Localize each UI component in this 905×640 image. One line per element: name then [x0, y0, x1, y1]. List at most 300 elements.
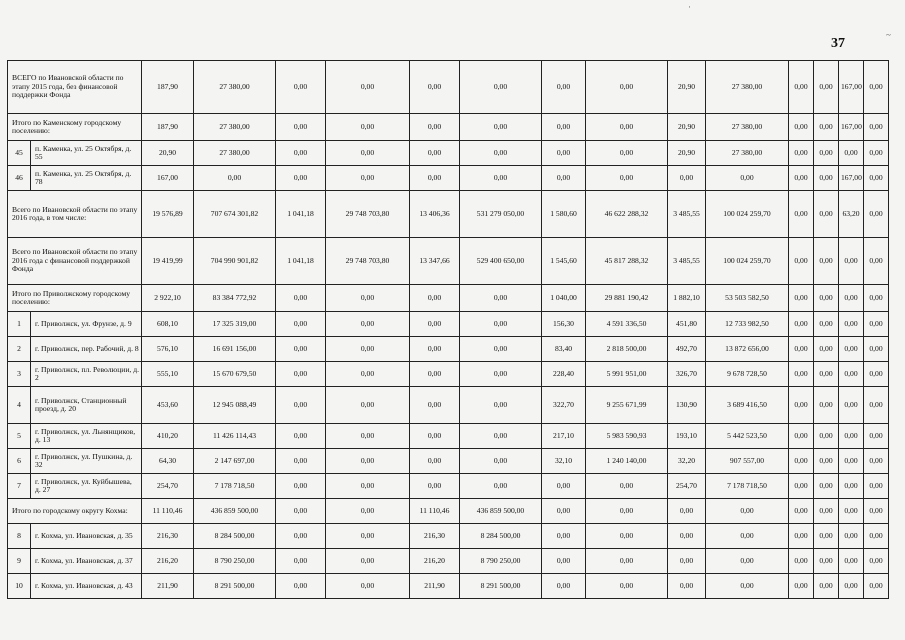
value-cell: 451,80 [668, 312, 706, 337]
scan-mark: ~ [886, 30, 891, 40]
row-number: 10 [8, 574, 31, 599]
value-cell: 0,00 [789, 574, 814, 599]
value-cell: 0,00 [864, 424, 889, 449]
value-cell: 0,00 [789, 449, 814, 474]
value-cell: 0,00 [460, 424, 542, 449]
value-cell: 0,00 [460, 141, 542, 166]
value-cell: 20,90 [668, 114, 706, 141]
value-cell: 0,00 [326, 312, 410, 337]
value-cell: 0,00 [864, 574, 889, 599]
value-cell: 0,00 [864, 238, 889, 285]
total-row [8, 285, 889, 312]
value-cell: 0,00 [789, 191, 814, 238]
value-cell: 0,00 [460, 61, 542, 114]
value-cell: 0,00 [276, 141, 326, 166]
value-cell: 608,10 [142, 312, 194, 337]
row-address: г. Приволжск, ул. Пушкина, д. 32 [31, 449, 142, 474]
value-cell: 0,00 [864, 499, 889, 524]
value-cell: 0,00 [410, 449, 460, 474]
value-cell: 1 545,60 [542, 238, 586, 285]
value-cell: 0,00 [789, 474, 814, 499]
row-number: 3 [8, 362, 31, 387]
value-cell: 2 147 697,00 [194, 449, 276, 474]
row-number: 9 [8, 549, 31, 574]
value-cell: 0,00 [410, 362, 460, 387]
value-cell: 0,00 [326, 362, 410, 387]
table-row [8, 524, 889, 549]
value-cell: 0,00 [814, 312, 839, 337]
value-cell: 0,00 [326, 574, 410, 599]
value-cell: 11 110,46 [410, 499, 460, 524]
value-cell: 0,00 [864, 524, 889, 549]
value-cell: 410,20 [142, 424, 194, 449]
value-cell: 83,40 [542, 337, 586, 362]
value-cell: 0,00 [410, 424, 460, 449]
value-cell: 0,00 [410, 312, 460, 337]
value-cell: 0,00 [839, 312, 864, 337]
value-cell: 0,00 [410, 141, 460, 166]
value-cell: 0,00 [864, 166, 889, 191]
value-cell: 0,00 [460, 474, 542, 499]
value-cell: 0,00 [839, 424, 864, 449]
value-cell: 8 790 250,00 [194, 549, 276, 574]
row-number: 45 [8, 141, 31, 166]
table-row [8, 574, 889, 599]
value-cell: 907 557,00 [706, 449, 789, 474]
value-cell: 7 178 718,50 [194, 474, 276, 499]
value-cell: 0,00 [326, 166, 410, 191]
value-cell: 13 406,36 [410, 191, 460, 238]
value-cell: 0,00 [864, 549, 889, 574]
value-cell: 0,00 [542, 114, 586, 141]
value-cell: 0,00 [460, 362, 542, 387]
value-cell: 0,00 [789, 114, 814, 141]
row-address: г. Приволжск, пл. Революции, д. 2 [31, 362, 142, 387]
value-cell: 0,00 [586, 141, 668, 166]
value-cell: 0,00 [864, 141, 889, 166]
value-cell: 0,00 [542, 166, 586, 191]
value-cell: 436 859 500,00 [194, 499, 276, 524]
value-cell: 0,00 [789, 549, 814, 574]
value-cell: 0,00 [789, 362, 814, 387]
row-number: 46 [8, 166, 31, 191]
row-number: 5 [8, 424, 31, 449]
table-row [8, 549, 889, 574]
value-cell: 0,00 [789, 238, 814, 285]
value-cell: 0,00 [839, 499, 864, 524]
value-cell: 0,00 [586, 166, 668, 191]
table-row [8, 449, 889, 474]
value-cell: 0,00 [706, 166, 789, 191]
value-cell: 1 882,10 [668, 285, 706, 312]
value-cell: 211,90 [142, 574, 194, 599]
value-cell: 0,00 [326, 499, 410, 524]
value-cell: 0,00 [839, 474, 864, 499]
value-cell: 8 284 500,00 [460, 524, 542, 549]
value-cell: 707 674 301,82 [194, 191, 276, 238]
value-cell: 13 347,66 [410, 238, 460, 285]
value-cell: 0,00 [706, 574, 789, 599]
value-cell: 216,20 [142, 549, 194, 574]
value-cell: 16 691 156,00 [194, 337, 276, 362]
value-cell: 8 284 500,00 [194, 524, 276, 549]
value-cell: 1 041,18 [276, 191, 326, 238]
value-cell: 3 485,55 [668, 238, 706, 285]
row-address: г. Приволжск, Станционный проезд, д. 20 [31, 387, 142, 424]
value-cell: 0,00 [460, 337, 542, 362]
value-cell: 0,00 [789, 499, 814, 524]
value-cell: 27 380,00 [706, 114, 789, 141]
value-cell: 0,00 [326, 524, 410, 549]
table-row [8, 312, 889, 337]
value-cell: 0,00 [326, 114, 410, 141]
row-address: г. Приволжск, ул. Фрунзе, д. 9 [31, 312, 142, 337]
row-number: 8 [8, 524, 31, 549]
value-cell: 217,10 [542, 424, 586, 449]
value-cell: 1 580,60 [542, 191, 586, 238]
value-cell: 0,00 [789, 387, 814, 424]
value-cell: 0,00 [839, 549, 864, 574]
value-cell: 254,70 [668, 474, 706, 499]
value-cell: 211,90 [410, 574, 460, 599]
value-cell: 13 872 656,00 [706, 337, 789, 362]
value-cell: 11 426 114,43 [194, 424, 276, 449]
value-cell: 5 983 590,93 [586, 424, 668, 449]
value-cell: 0,00 [864, 285, 889, 312]
value-cell: 0,00 [839, 362, 864, 387]
value-cell: 19 419,99 [142, 238, 194, 285]
value-cell: 15 670 679,50 [194, 362, 276, 387]
value-cell: 187,90 [142, 61, 194, 114]
value-cell: 0,00 [864, 312, 889, 337]
row-address: г. Приволжск, ул. Льнянщиков, д. 13 [31, 424, 142, 449]
value-cell: 27 380,00 [706, 61, 789, 114]
scan-mark: · [688, 2, 691, 12]
value-cell: 0,00 [814, 499, 839, 524]
value-cell: 0,00 [839, 524, 864, 549]
value-cell: 12 733 982,50 [706, 312, 789, 337]
row-number: 6 [8, 449, 31, 474]
value-cell: 0,00 [814, 524, 839, 549]
value-cell: 0,00 [789, 424, 814, 449]
value-cell: 0,00 [586, 499, 668, 524]
value-cell: 0,00 [789, 166, 814, 191]
total-row [8, 191, 889, 238]
value-cell: 529 400 650,00 [460, 238, 542, 285]
row-address: п. Каменка, ул. 25 Октября, д. 55 [31, 141, 142, 166]
value-cell: 167,00 [839, 166, 864, 191]
value-cell: 20,90 [668, 61, 706, 114]
total-row [8, 499, 889, 524]
value-cell: 8 291 500,00 [460, 574, 542, 599]
value-cell: 555,10 [142, 362, 194, 387]
value-cell: 0,00 [814, 238, 839, 285]
value-cell: 326,70 [668, 362, 706, 387]
row-label: Итого по Каменскому городскому поселению: [8, 114, 142, 141]
value-cell: 0,00 [586, 114, 668, 141]
value-cell: 0,00 [326, 424, 410, 449]
value-cell: 0,00 [542, 524, 586, 549]
total-row [8, 114, 889, 141]
value-cell: 2 922,10 [142, 285, 194, 312]
value-cell: 0,00 [276, 499, 326, 524]
value-cell: 0,00 [460, 449, 542, 474]
value-cell: 322,70 [542, 387, 586, 424]
value-cell: 4 591 336,50 [586, 312, 668, 337]
value-cell: 0,00 [326, 474, 410, 499]
value-cell: 0,00 [814, 166, 839, 191]
row-number: 2 [8, 337, 31, 362]
value-cell: 0,00 [814, 141, 839, 166]
value-cell: 17 325 319,00 [194, 312, 276, 337]
row-number: 4 [8, 387, 31, 424]
value-cell: 0,00 [814, 114, 839, 141]
value-cell: 0,00 [460, 285, 542, 312]
value-cell: 0,00 [839, 337, 864, 362]
table-row [8, 337, 889, 362]
value-cell: 5 442 523,50 [706, 424, 789, 449]
value-cell: 9 678 728,50 [706, 362, 789, 387]
value-cell: 0,00 [814, 424, 839, 449]
value-cell: 0,00 [276, 524, 326, 549]
row-address: г. Кохма, ул. Ивановская, д. 35 [31, 524, 142, 549]
value-cell: 5 991 951,00 [586, 362, 668, 387]
value-cell: 0,00 [410, 114, 460, 141]
value-cell: 0,00 [586, 549, 668, 574]
value-cell: 0,00 [276, 549, 326, 574]
value-cell: 0,00 [839, 574, 864, 599]
value-cell: 1 041,18 [276, 238, 326, 285]
value-cell: 20,90 [142, 141, 194, 166]
value-cell: 0,00 [814, 449, 839, 474]
total-row [8, 61, 889, 114]
value-cell: 0,00 [276, 474, 326, 499]
value-cell: 27 380,00 [706, 141, 789, 166]
value-cell: 436 859 500,00 [460, 499, 542, 524]
row-label: Всего по Ивановской области по этапу 2016 года с финансовой поддержкой Фонда [8, 238, 142, 285]
value-cell: 0,00 [864, 61, 889, 114]
value-cell: 7 178 718,50 [706, 474, 789, 499]
row-label: ВСЕГО по Ивановской области по этапу 2015 года, без финансовой поддержки Фонда [8, 61, 142, 114]
value-cell: 0,00 [542, 61, 586, 114]
value-cell: 0,00 [839, 141, 864, 166]
table-row [8, 362, 889, 387]
value-cell: 29 881 190,42 [586, 285, 668, 312]
value-cell: 32,20 [668, 449, 706, 474]
value-cell: 0,00 [276, 312, 326, 337]
value-cell: 0,00 [586, 524, 668, 549]
value-cell: 0,00 [864, 114, 889, 141]
value-cell: 0,00 [839, 387, 864, 424]
value-cell: 100 024 259,70 [706, 238, 789, 285]
value-cell: 156,30 [542, 312, 586, 337]
value-cell: 0,00 [326, 387, 410, 424]
row-label: Итого по городскому округу Кохма: [8, 499, 142, 524]
value-cell: 0,00 [839, 285, 864, 312]
value-cell: 167,00 [142, 166, 194, 191]
table-row [8, 424, 889, 449]
value-cell: 0,00 [586, 61, 668, 114]
value-cell: 0,00 [706, 499, 789, 524]
row-address: г. Приволжск, ул. Куйбышева, д. 27 [31, 474, 142, 499]
value-cell: 0,00 [789, 141, 814, 166]
value-cell: 45 817 288,32 [586, 238, 668, 285]
value-cell: 492,70 [668, 337, 706, 362]
value-cell: 0,00 [276, 449, 326, 474]
value-cell: 0,00 [668, 166, 706, 191]
value-cell: 0,00 [326, 337, 410, 362]
value-cell: 0,00 [460, 114, 542, 141]
value-cell: 0,00 [814, 61, 839, 114]
value-cell: 0,00 [410, 387, 460, 424]
value-cell: 0,00 [410, 285, 460, 312]
value-cell: 0,00 [814, 574, 839, 599]
value-cell: 0,00 [276, 114, 326, 141]
value-cell: 0,00 [814, 337, 839, 362]
value-cell: 0,00 [668, 574, 706, 599]
value-cell: 0,00 [276, 166, 326, 191]
value-cell: 29 748 703,80 [326, 238, 410, 285]
value-cell: 0,00 [789, 312, 814, 337]
value-cell: 167,00 [839, 61, 864, 114]
value-cell: 0,00 [460, 387, 542, 424]
value-cell: 0,00 [839, 449, 864, 474]
value-cell: 704 990 901,82 [194, 238, 276, 285]
value-cell: 46 622 288,32 [586, 191, 668, 238]
value-cell: 0,00 [326, 61, 410, 114]
value-cell: 100 024 259,70 [706, 191, 789, 238]
value-cell: 0,00 [410, 166, 460, 191]
value-cell: 27 380,00 [194, 114, 276, 141]
value-cell: 254,70 [142, 474, 194, 499]
value-cell: 0,00 [668, 549, 706, 574]
value-cell: 187,90 [142, 114, 194, 141]
value-cell: 0,00 [326, 449, 410, 474]
value-cell: 576,10 [142, 337, 194, 362]
value-cell: 0,00 [276, 61, 326, 114]
value-cell: 0,00 [864, 449, 889, 474]
value-cell: 0,00 [276, 424, 326, 449]
value-cell: 0,00 [789, 61, 814, 114]
value-cell: 3 485,55 [668, 191, 706, 238]
value-cell: 1 240 140,00 [586, 449, 668, 474]
value-cell: 0,00 [814, 285, 839, 312]
value-cell: 531 279 050,00 [460, 191, 542, 238]
value-cell: 0,00 [668, 524, 706, 549]
value-cell: 193,10 [668, 424, 706, 449]
value-cell: 0,00 [586, 574, 668, 599]
value-cell: 32,10 [542, 449, 586, 474]
value-cell: 0,00 [410, 337, 460, 362]
value-cell: 0,00 [864, 474, 889, 499]
value-cell: 3 689 416,50 [706, 387, 789, 424]
value-cell: 0,00 [542, 549, 586, 574]
row-number: 1 [8, 312, 31, 337]
row-address: г. Приволжск, пер. Рабочий, д. 8 [31, 337, 142, 362]
value-cell: 216,30 [410, 524, 460, 549]
value-cell: 0,00 [460, 312, 542, 337]
value-cell: 0,00 [839, 238, 864, 285]
value-cell: 0,00 [814, 191, 839, 238]
value-cell: 453,60 [142, 387, 194, 424]
table-row [8, 166, 889, 191]
value-cell: 0,00 [542, 574, 586, 599]
value-cell: 11 110,46 [142, 499, 194, 524]
value-cell: 63,20 [839, 191, 864, 238]
value-cell: 83 384 772,92 [194, 285, 276, 312]
value-cell: 0,00 [276, 362, 326, 387]
value-cell: 0,00 [814, 387, 839, 424]
housing-program-table [7, 60, 889, 599]
value-cell: 0,00 [326, 141, 410, 166]
value-cell: 0,00 [864, 191, 889, 238]
value-cell: 0,00 [864, 337, 889, 362]
value-cell: 0,00 [586, 474, 668, 499]
value-cell: 0,00 [706, 549, 789, 574]
value-cell: 27 380,00 [194, 141, 276, 166]
value-cell: 1 040,00 [542, 285, 586, 312]
value-cell: 19 576,89 [142, 191, 194, 238]
row-address: п. Каменка, ул. 25 Октября, д. 78 [31, 166, 142, 191]
value-cell: 9 255 671,99 [586, 387, 668, 424]
value-cell: 2 818 500,00 [586, 337, 668, 362]
value-cell: 130,90 [668, 387, 706, 424]
value-cell: 0,00 [864, 362, 889, 387]
value-cell: 0,00 [326, 285, 410, 312]
value-cell: 0,00 [542, 474, 586, 499]
value-cell: 8 790 250,00 [460, 549, 542, 574]
value-cell: 0,00 [410, 61, 460, 114]
value-cell: 0,00 [276, 285, 326, 312]
value-cell: 0,00 [276, 337, 326, 362]
value-cell: 167,00 [839, 114, 864, 141]
table-row [8, 141, 889, 166]
page-number: 37 [831, 36, 845, 51]
value-cell: 0,00 [410, 474, 460, 499]
value-cell: 216,20 [410, 549, 460, 574]
value-cell: 8 291 500,00 [194, 574, 276, 599]
value-cell: 0,00 [194, 166, 276, 191]
value-cell: 0,00 [814, 474, 839, 499]
value-cell: 0,00 [668, 499, 706, 524]
value-cell: 0,00 [789, 285, 814, 312]
value-cell: 0,00 [814, 549, 839, 574]
value-cell: 0,00 [706, 524, 789, 549]
row-label: Итого по Приволжскому городскому поселению: [8, 285, 142, 312]
value-cell: 0,00 [542, 141, 586, 166]
row-address: г. Кохма, ул. Ивановская, д. 37 [31, 549, 142, 574]
value-cell: 0,00 [864, 387, 889, 424]
table-row [8, 387, 889, 424]
row-label: Всего по Ивановской области по этапу 2016 года, в том числе: [8, 191, 142, 238]
value-cell: 0,00 [276, 387, 326, 424]
value-cell: 0,00 [789, 524, 814, 549]
table-row [8, 474, 889, 499]
value-cell: 0,00 [276, 574, 326, 599]
value-cell: 0,00 [542, 499, 586, 524]
row-address: г. Кохма, ул. Ивановская, д. 43 [31, 574, 142, 599]
value-cell: 64,30 [142, 449, 194, 474]
value-cell: 29 748 703,80 [326, 191, 410, 238]
value-cell: 53 503 582,50 [706, 285, 789, 312]
total-row [8, 238, 889, 285]
value-cell: 20,90 [668, 141, 706, 166]
value-cell: 228,40 [542, 362, 586, 387]
row-number: 7 [8, 474, 31, 499]
value-cell: 0,00 [326, 549, 410, 574]
value-cell: 0,00 [814, 362, 839, 387]
value-cell: 216,30 [142, 524, 194, 549]
